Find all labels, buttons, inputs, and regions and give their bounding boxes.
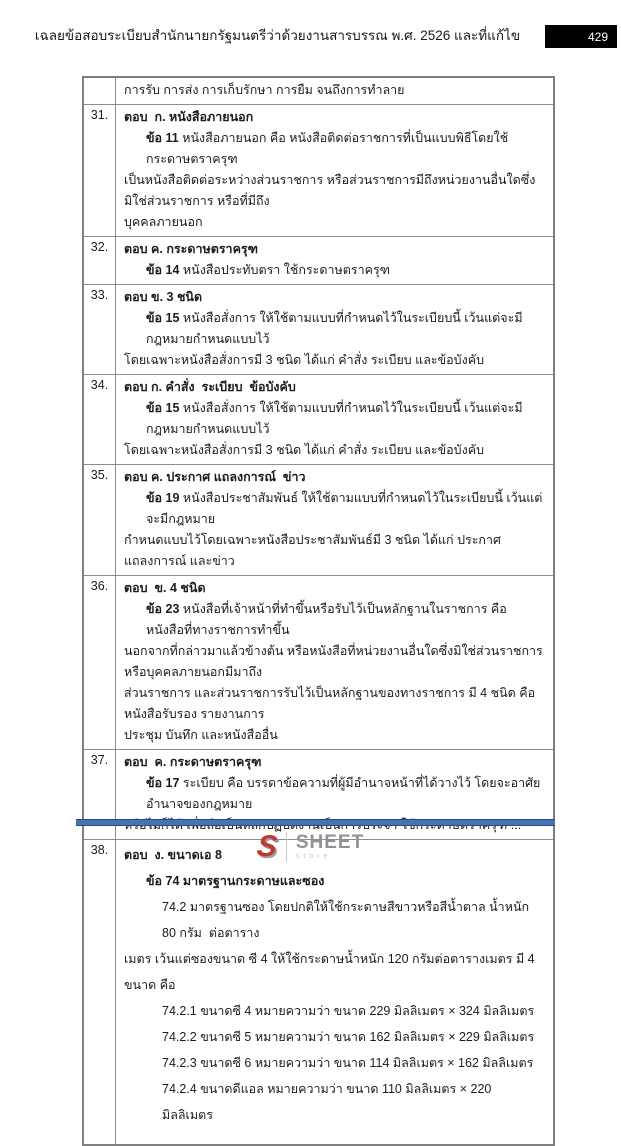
row-content bbox=[116, 285, 553, 374]
explanation-line: ข้อ 14 หนังสือประทับตรา ใช้กระดาษตราครุฑ bbox=[146, 263, 391, 277]
table-row bbox=[84, 464, 553, 575]
explanation-line: ข้อ 15 หนังสือสั่งการ ให้ใช้ตามแบบที่กำหนดไว้ในระเบียบนี้ เว้นแต่จะมีกฎหมายกำหนดแบบไว้ bbox=[146, 401, 523, 436]
answer-line: ตอบ ข. 3 ชนิด bbox=[124, 290, 203, 304]
row-number: 33. bbox=[84, 285, 116, 374]
explanation-line: เป็นหนังสือติดต่อระหว่างส่วนราชการ หรือส่วนราชการมีถึงหน่วยงานอื่นใดซึ่งมิใช่ส่วนราชการ หรือที่มีถึง bbox=[124, 173, 536, 208]
answer-line: ตอบ ก. คำสั่ง ระเบียบ ข้อบังคับ bbox=[124, 380, 296, 394]
explanation-line: กำหนดแบบไว้โดยเฉพาะหนังสือประชาสัมพันธ์มี 3 ชนิด ได้แก่ ประกาศ แถลงการณ์ และข่าว bbox=[124, 533, 505, 568]
row-content bbox=[116, 105, 553, 236]
explanation-line: การรับ การส่ง การเก็บรักษา การยืม จนถึงการทำลาย bbox=[124, 83, 405, 97]
explanation-line: ข้อ 23 หนังสือที่เจ้าหน้าที่ทำขึ้นหรือรับไว้เป็นหลักฐานในราชการ คือ หนังสือที่ทางราชการทำขึ้น bbox=[146, 602, 511, 637]
explanation-line: ข้อ 19 หนังสือประชาสัมพันธ์ ให้ใช้ตามแบบที่กำหนดไว้ในระเบียบนี้ เว้นแต่จะมีกฎหมาย bbox=[146, 491, 543, 526]
explanation-line: ข้อ 11 หนังสือภายนอก คือ หนังสือติดต่อราชการที่เป็นแบบพิธีโดยใช้กระดาษตราครุฑ bbox=[146, 131, 509, 166]
logo-text-block bbox=[295, 831, 365, 861]
page-number-badge bbox=[545, 25, 617, 48]
row-number: 31. bbox=[84, 105, 116, 236]
explanation-line: โดยเฉพาะหนังสือสั่งการมี 3 ชนิด ได้แก่ คำสั่ง ระเบียบ และข้อบังคับ bbox=[124, 353, 485, 367]
footer-divider-bar bbox=[76, 819, 555, 826]
clause-number: ข้อ 11 bbox=[146, 131, 179, 145]
explanation-line: เมตร เว้นแต่ซองขนาด ซี 4 ให้ใช้กระดาษน้ำหนัก 120 กรัมต่อตารางเมตร มี 4 ขนาด คือ bbox=[124, 952, 539, 992]
row-content bbox=[116, 576, 553, 749]
explanation-line: ข้อ 15 หนังสือสั่งการ ให้ใช้ตามแบบที่กำหนดไว้ในระเบียบนี้ เว้นแต่จะมีกฎหมายกำหนดแบบไว้ bbox=[146, 311, 523, 346]
answer-line: ตอบ ค. กระดาษตราครุฑ bbox=[124, 755, 262, 769]
table-row bbox=[84, 236, 553, 284]
explanation-line: นอกจากที่กล่าวมาแล้วข้างต้น หรือหนังสือที่หน่วยงานอื่นใดซึ่งมิใช่ส่วนราชการ หรือบุคคลภายนอกมีมาถึง bbox=[124, 644, 547, 679]
answer-table bbox=[82, 76, 555, 1146]
answer-line: ตอบ ง. ขนาดเอ 8 bbox=[124, 848, 222, 862]
answer-table-body bbox=[84, 78, 553, 1144]
explanation-line: ประชุม บันทึก และหนังสืออื่น bbox=[124, 728, 278, 742]
row-number: 34. bbox=[84, 375, 116, 464]
row-number: 35. bbox=[84, 465, 116, 575]
table-row bbox=[84, 78, 553, 104]
sheet-store-logo-icon: S bbox=[255, 830, 279, 863]
row-content bbox=[116, 840, 553, 1144]
page-number: 429 bbox=[587, 29, 608, 44]
footer-logo bbox=[0, 832, 621, 862]
logo-subtext: store bbox=[295, 852, 332, 860]
table-row bbox=[84, 284, 553, 374]
explanation-line: 74.2.2 ขนาดซี 5 หมายความว่า ขนาด 162 มิลลิเมตร × 229 มิลลิเมตร bbox=[162, 1030, 535, 1044]
clause-number: ข้อ 17 bbox=[146, 776, 180, 790]
logo-wordmark: SHEET bbox=[295, 831, 365, 853]
page-title: เฉลยข้อสอบระเบียบสำนักนายกรัฐมนตรีว่าด้วยงานสารบรรณ พ.ศ. 2526 และที่แก้ไข bbox=[34, 28, 521, 43]
row-number bbox=[84, 78, 116, 104]
explanation-line: โดยเฉพาะหนังสือสั่งการมี 3 ชนิด ได้แก่ คำสั่ง ระเบียบ และข้อบังคับ bbox=[124, 443, 485, 457]
table-row bbox=[84, 575, 553, 749]
explanation-line: 74.2.3 ขนาดซี 6 หมายความว่า ขนาด 114 มิลลิเมตร × 162 มิลลิเมตร bbox=[162, 1056, 534, 1070]
explanation-line: ส่วนราชการ และส่วนราชการรับไว้เป็นหลักฐานของทางราชการ มี 4 ชนิด คือหนังสือรับรอง รายงานการ bbox=[124, 686, 536, 721]
row-number: 36. bbox=[84, 576, 116, 749]
explanation-line: บุคคลภายนอก bbox=[124, 215, 203, 229]
page-header bbox=[0, 18, 621, 52]
clause-number: ข้อ 15 bbox=[146, 401, 180, 415]
answer-line: ตอบ ค. กระดาษตราครุฑ bbox=[124, 242, 259, 256]
table-row bbox=[84, 374, 553, 464]
table-row bbox=[84, 104, 553, 236]
row-content bbox=[116, 375, 553, 464]
answer-line: ข้อ 74 มาตรฐานกระดาษและซอง bbox=[146, 874, 325, 888]
row-content bbox=[116, 465, 553, 575]
answer-line: ตอบ ก. หนังสือภายนอก bbox=[124, 110, 254, 124]
row-number: 37. bbox=[84, 750, 116, 839]
clause-number: ข้อ 14 bbox=[146, 263, 180, 277]
row-number: 32. bbox=[84, 237, 116, 284]
row-content bbox=[116, 237, 553, 284]
clause-number: ข้อ 19 bbox=[146, 491, 180, 505]
answer-line: ตอบ ข. 4 ชนิด bbox=[124, 581, 206, 595]
clause-number: ข้อ 23 bbox=[146, 602, 180, 616]
row-content bbox=[116, 78, 553, 104]
explanation-line: ข้อ 17 ระเบียบ คือ บรรดาข้อความที่ผู้มีอำนาจหน้าที่ได้วางไว้ โดยจะอาศัยอำนาจของกฎหมาย bbox=[146, 776, 541, 811]
clause-number: ข้อ 15 bbox=[146, 311, 180, 325]
table-row bbox=[84, 839, 553, 1144]
explanation-line: 74.2 มาตรฐานซอง โดยปกติให้ใช้กระดาษสีขาวหรือสีน้ำตาล น้ำหนัก 80 กรัม ต่อตาราง bbox=[162, 900, 533, 940]
explanation-line: 74.2.1 ขนาดซี 4 หมายความว่า ขนาด 229 มิลลิเมตร × 324 มิลลิเมตร bbox=[162, 1004, 535, 1018]
answer-line: ตอบ ค. ประกาศ แถลงการณ์ ข่าว bbox=[124, 470, 306, 484]
row-number: 38. bbox=[84, 840, 116, 1144]
logo-divider bbox=[286, 832, 287, 862]
explanation-line: 74.2.4 ขนาดดีแอล หมายความว่า ขนาด 110 มิลลิเมตร × 220 มิลลิเมตร bbox=[162, 1082, 495, 1122]
